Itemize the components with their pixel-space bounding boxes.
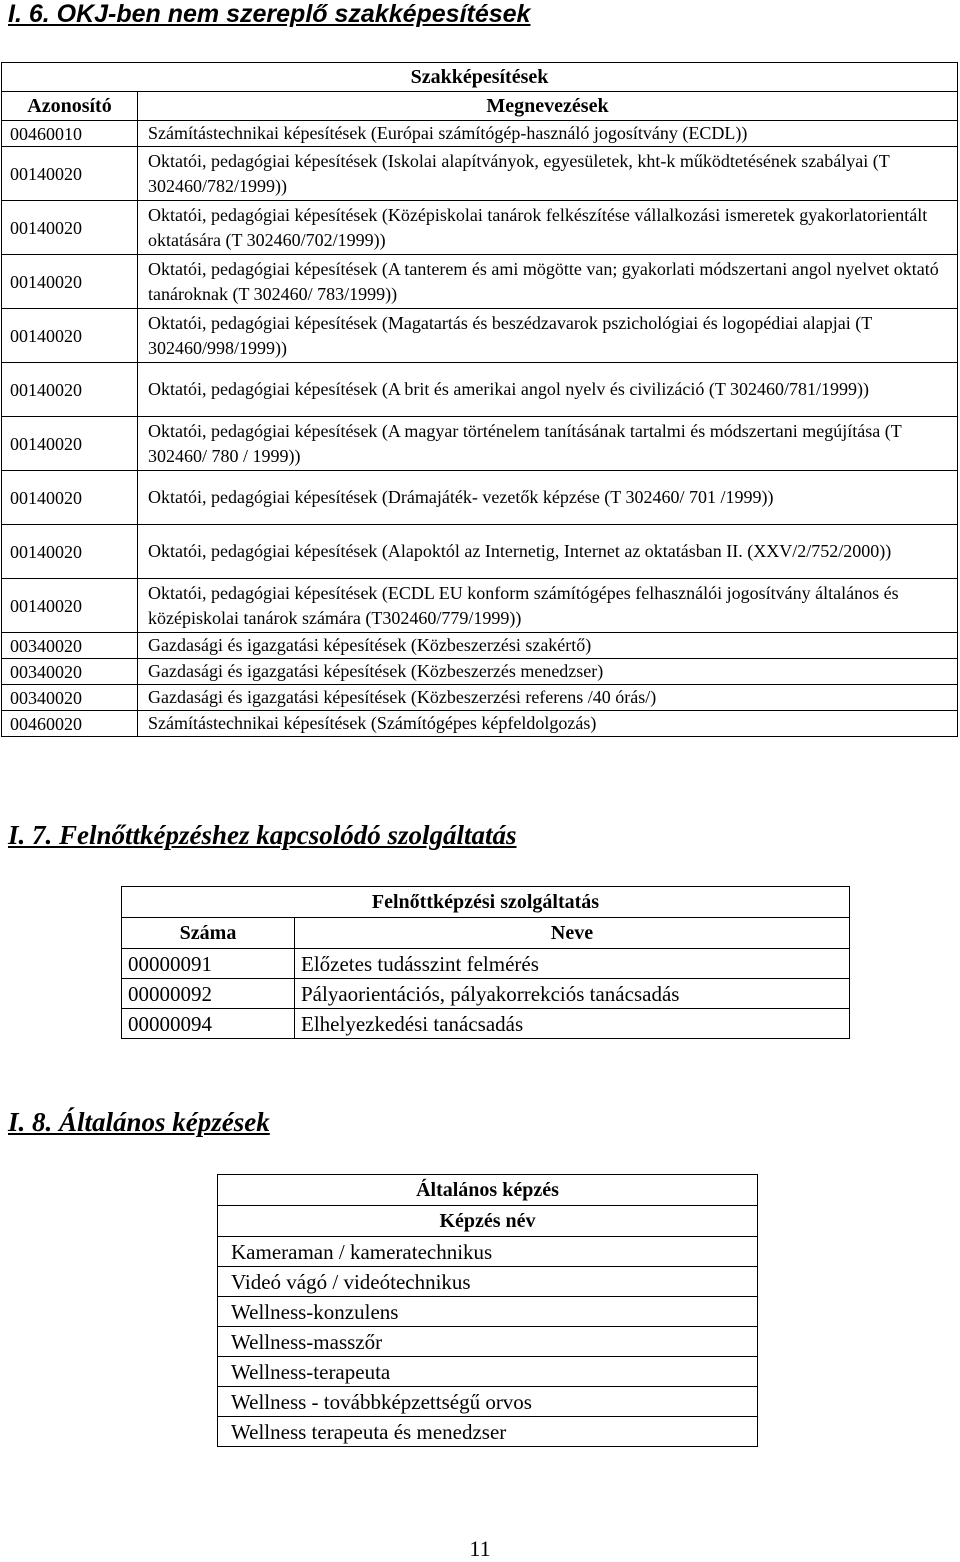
section-8-heading: I. 8. Általános képzések [8, 1107, 270, 1137]
column-header-name: Neve [295, 918, 850, 949]
section-7-heading: I. 7. Felnőttképzéshez kapcsolódó szolgáltatás [8, 820, 517, 850]
table-row [2, 201, 958, 255]
training-name: Wellness-konzulens [218, 1297, 758, 1327]
qualification-name: Oktatói, pedagógiai képesítések (Középiskolai tanárok felkészítése vállalkozási ismeretek gyakorlatorientált oktatására (T 302460/702/1999)) [138, 201, 958, 255]
qualification-id: 00460020 [2, 711, 138, 737]
section-6-heading: I. 6. OKJ-ben nem szereplő szakképesítések [8, 0, 531, 28]
service-name: Előzetes tudásszint felmérés [295, 949, 850, 979]
qualification-id: 00460010 [2, 121, 138, 147]
table-row [2, 417, 958, 471]
qualification-name: Oktatói, pedagógiai képesítések (Iskolai alapítványok, egyesületek, kht-k működtetésének szabályai (T 302460/782/1999)) [138, 147, 958, 201]
qualification-name: Oktatói, pedagógiai képesítések (A brit és amerikai angol nyelv és civilizáció (T 302460/781/1999)) [138, 363, 958, 417]
table-title: Általános képzés [218, 1175, 758, 1206]
table-row [218, 1327, 758, 1357]
service-number: 00000091 [122, 949, 295, 979]
table-row [2, 471, 958, 525]
table-row [122, 979, 850, 1009]
training-name: Kameraman / kameratechnikus [218, 1237, 758, 1267]
qualification-name: Oktatói, pedagógiai képesítések (ECDL EU konform számítógépes felhasználói jogosítvány általános és középiskolai tanárok számára (T302460/779/1999)) [138, 579, 958, 633]
table-row [218, 1357, 758, 1387]
service-number: 00000092 [122, 979, 295, 1009]
table-title: Felnőttképzési szolgáltatás [122, 887, 850, 918]
general-trainings-table-body [218, 1237, 758, 1447]
qualification-id: 00140020 [2, 201, 138, 255]
qualification-id: 00140020 [2, 417, 138, 471]
table-row [2, 685, 958, 711]
table-row [218, 1237, 758, 1267]
table-row [122, 949, 850, 979]
table-row [218, 1387, 758, 1417]
qualification-name: Számítástechnikai képesítések (Számítógépes képfeldolgozás) [138, 711, 958, 737]
table-row [2, 659, 958, 685]
table-title: Szakképesítések [2, 63, 958, 92]
table-row [2, 711, 958, 737]
qualification-id: 00340020 [2, 685, 138, 711]
qualification-name: Gazdasági és igazgatási képesítések (Közbeszerzési szakértő) [138, 633, 958, 659]
qualifications-table-body [2, 121, 958, 737]
service-name: Elhelyezkedési tanácsadás [295, 1009, 850, 1039]
column-header-names: Megnevezések [138, 92, 958, 121]
services-table-body [122, 949, 850, 1039]
service-name: Pályaorientációs, pályakorrekciós tanácsadás [295, 979, 850, 1009]
qualification-id: 00140020 [2, 471, 138, 525]
table-row [2, 633, 958, 659]
qualification-name: Oktatói, pedagógiai képesítések (Alapoktól az Internetig, Internet az oktatásban II. (XXV/2/752/2000)) [138, 525, 958, 579]
training-name: Wellness - továbbképzettségű orvos [218, 1387, 758, 1417]
column-header-training-name: Képzés név [218, 1206, 758, 1237]
qualification-name: Oktatói, pedagógiai képesítések (Magatartás és beszédzavarok pszichológiai és logopédiai alapjai (T 302460/998/1999)) [138, 309, 958, 363]
table-row [2, 255, 958, 309]
table-row [2, 309, 958, 363]
qualification-name: Gazdasági és igazgatási képesítések (Közbeszerzési referens /40 órás/) [138, 685, 958, 711]
qualification-id: 00140020 [2, 363, 138, 417]
table-row [2, 579, 958, 633]
column-header-id: Azonosító [2, 92, 138, 121]
table-row [2, 121, 958, 147]
qualification-name: Gazdasági és igazgatási képesítések (Közbeszerzés menedzser) [138, 659, 958, 685]
qualification-name: Oktatói, pedagógiai képesítések (A tanterem és ami mögötte van; gyakorlati módszertani angol nyelvet oktató tanároknak (T 302460/ 783/1999)) [138, 255, 958, 309]
training-name: Wellness terapeuta és menedzser [218, 1417, 758, 1447]
table-row [2, 363, 958, 417]
training-name: Wellness-terapeuta [218, 1357, 758, 1387]
qualification-id: 00140020 [2, 525, 138, 579]
table-row [218, 1417, 758, 1447]
qualification-id: 00340020 [2, 633, 138, 659]
qualification-id: 00140020 [2, 255, 138, 309]
qualification-id: 00140020 [2, 579, 138, 633]
qualification-id: 00340020 [2, 659, 138, 685]
qualifications-table [1, 62, 958, 737]
general-trainings-table [217, 1174, 758, 1447]
service-number: 00000094 [122, 1009, 295, 1039]
table-row [2, 147, 958, 201]
table-row [218, 1267, 758, 1297]
qualification-name: Oktatói, pedagógiai képesítések (A magyar történelem tanításának tartalmi és módszertani megújítása (T 302460/ 780 / 1999)) [138, 417, 958, 471]
table-row [122, 1009, 850, 1039]
table-row [218, 1297, 758, 1327]
qualification-id: 00140020 [2, 309, 138, 363]
column-header-number: Száma [122, 918, 295, 949]
qualification-name: Oktatói, pedagógiai képesítések (Drámajáték- vezetők képzése (T 302460/ 701 /1999)) [138, 471, 958, 525]
training-name: Wellness-masszőr [218, 1327, 758, 1357]
training-name: Videó vágó / videótechnikus [218, 1267, 758, 1297]
qualification-name: Számítástechnikai képesítések (Európai számítógép-használó jogosítvány (ECDL)) [138, 121, 958, 147]
table-row [2, 525, 958, 579]
services-table [121, 886, 850, 1039]
page-number: 11 [469, 1536, 491, 1561]
qualification-id: 00140020 [2, 147, 138, 201]
